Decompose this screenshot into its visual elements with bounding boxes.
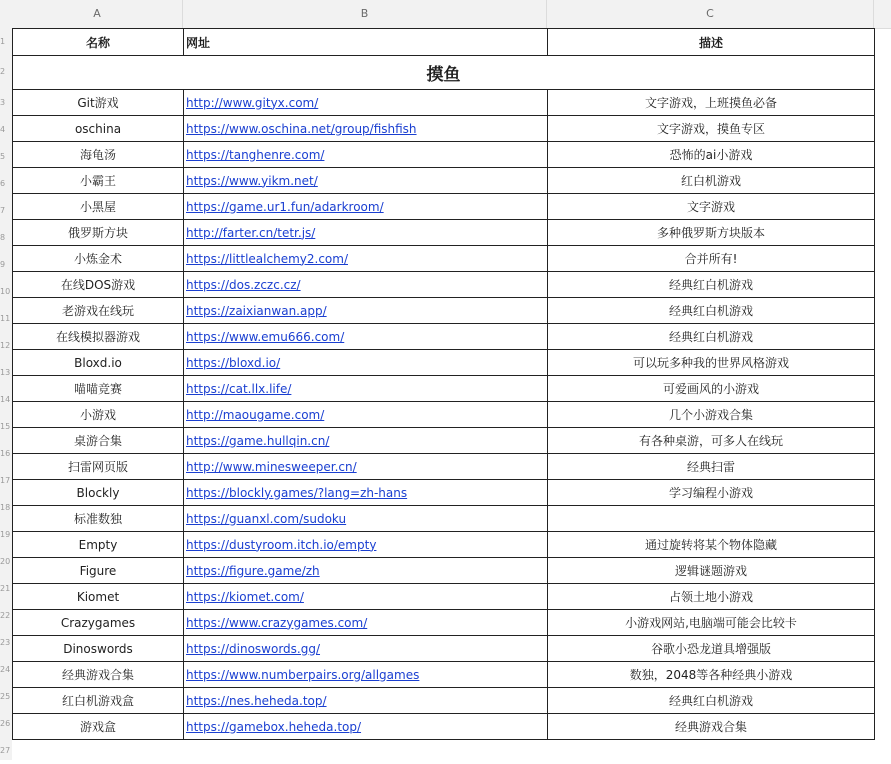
url-cell[interactable] <box>184 246 548 272</box>
url-cell[interactable] <box>184 532 548 558</box>
table-row <box>13 506 875 532</box>
row-number[interactable]: 23 <box>0 638 11 647</box>
row-number[interactable]: 15 <box>0 422 11 431</box>
table-row <box>13 116 875 142</box>
table-row <box>13 428 875 454</box>
header-row <box>13 29 875 56</box>
desc-cell[interactable]: 可爱画风的小游戏 <box>548 376 875 402</box>
url-link[interactable]: https://littlealchemy2.com/ <box>186 251 348 266</box>
url-link[interactable]: https://dos.zczc.cz/ <box>186 277 301 292</box>
url-cell[interactable] <box>184 220 548 246</box>
url-link[interactable]: https://dustyroom.itch.io/empty <box>186 537 377 552</box>
name-cell[interactable]: 桌游合集 <box>13 428 184 454</box>
name-cell[interactable]: 在线模拟器游戏 <box>13 324 184 350</box>
url-cell[interactable] <box>184 610 548 636</box>
name-cell[interactable]: 老游戏在线玩 <box>13 298 184 324</box>
table-row <box>13 480 875 506</box>
url-link[interactable]: http://farter.cn/tetr.js/ <box>186 225 316 240</box>
table-row <box>13 714 875 740</box>
url-link[interactable]: https://dinoswords.gg/ <box>186 641 321 656</box>
column-header-bar <box>0 0 891 29</box>
name-cell[interactable]: Figure <box>13 558 184 584</box>
url-cell[interactable] <box>184 428 548 454</box>
desc-cell[interactable]: 可以玩多种我的世界风格游戏 <box>548 350 875 376</box>
desc-cell[interactable]: 文字游戏，摸鱼专区 <box>548 116 875 142</box>
table-row <box>13 142 875 168</box>
url-cell[interactable] <box>184 142 548 168</box>
row-number[interactable]: 10 <box>0 287 11 296</box>
column-header-b[interactable]: B <box>183 0 547 28</box>
url-cell[interactable] <box>184 116 548 142</box>
row-number[interactable]: 24 <box>0 665 11 674</box>
desc-cell[interactable]: 恐怖的ai小游戏 <box>548 142 875 168</box>
url-link[interactable]: https://gamebox.heheda.top/ <box>186 719 362 734</box>
url-link[interactable]: https://nes.heheda.top/ <box>186 693 327 708</box>
desc-cell[interactable] <box>548 506 875 532</box>
name-cell[interactable]: 小霸王 <box>13 168 184 194</box>
url-link[interactable]: https://figure.game/zh <box>186 563 320 578</box>
url-link[interactable]: https://www.yikm.net/ <box>186 173 318 188</box>
url-link[interactable]: https://tanghenre.com/ <box>186 147 325 162</box>
row-number[interactable]: 27 <box>0 746 11 755</box>
url-cell[interactable] <box>184 480 548 506</box>
table-row <box>13 558 875 584</box>
row-number[interactable]: 9 <box>0 260 6 269</box>
name-cell[interactable]: 游戏盒 <box>13 714 184 740</box>
table-row <box>13 402 875 428</box>
name-cell[interactable]: oschina <box>13 116 184 142</box>
column-header-c[interactable]: C <box>547 0 874 28</box>
url-link[interactable]: https://game.hullqin.cn/ <box>186 433 330 448</box>
url-cell[interactable] <box>184 584 548 610</box>
header-cell-url[interactable]: 网址 <box>184 29 548 56</box>
name-cell[interactable]: 扫雷网页版 <box>13 454 184 480</box>
name-cell[interactable]: Bloxd.io <box>13 350 184 376</box>
header-cell-name[interactable]: 名称 <box>13 29 184 56</box>
url-link[interactable]: http://www.minesweeper.cn/ <box>186 459 357 474</box>
table-row <box>13 610 875 636</box>
row-number[interactable]: 2 <box>0 67 6 76</box>
name-cell[interactable]: Kiomet <box>13 584 184 610</box>
url-cell[interactable] <box>184 662 548 688</box>
row-number[interactable]: 19 <box>0 530 11 539</box>
row-number[interactable]: 21 <box>0 584 11 593</box>
table-row <box>13 662 875 688</box>
table-row <box>13 376 875 402</box>
table-row <box>13 454 875 480</box>
row-number[interactable]: 17 <box>0 476 11 485</box>
row-number[interactable]: 25 <box>0 692 11 701</box>
row-number[interactable]: 5 <box>0 152 6 161</box>
section-row <box>13 56 875 90</box>
desc-cell[interactable]: 有各种桌游，可多人在线玩 <box>548 428 875 454</box>
name-cell[interactable]: 小游戏 <box>13 402 184 428</box>
desc-cell[interactable]: 文字游戏 <box>548 194 875 220</box>
table-row <box>13 90 875 116</box>
desc-cell[interactable]: 经典游戏合集 <box>548 714 875 740</box>
desc-cell[interactable]: 文字游戏，上班摸鱼必备 <box>548 90 875 116</box>
row-number[interactable]: 16 <box>0 449 11 458</box>
url-cell[interactable] <box>184 454 548 480</box>
name-cell[interactable]: 经典游戏合集 <box>13 662 184 688</box>
row-number[interactable]: 7 <box>0 206 6 215</box>
name-cell[interactable]: 红白机游戏盒 <box>13 688 184 714</box>
table-row <box>13 636 875 662</box>
url-link[interactable]: https://cat.llx.life/ <box>186 381 292 396</box>
row-number[interactable]: 4 <box>0 125 6 134</box>
desc-cell[interactable]: 占领土地小游戏 <box>548 584 875 610</box>
url-cell[interactable] <box>184 298 548 324</box>
desc-cell[interactable]: 经典红白机游戏 <box>548 324 875 350</box>
name-cell[interactable]: Blockly <box>13 480 184 506</box>
row-number[interactable]: 20 <box>0 557 11 566</box>
url-cell[interactable] <box>184 324 548 350</box>
desc-cell[interactable]: 红白机游戏 <box>548 168 875 194</box>
url-link[interactable]: https://guanxl.com/sudoku <box>186 511 347 526</box>
row-number[interactable]: 3 <box>0 98 6 107</box>
name-cell[interactable]: Empty <box>13 532 184 558</box>
desc-cell[interactable]: 通过旋转将某个物体隐藏 <box>548 532 875 558</box>
row-number[interactable]: 14 <box>0 395 11 404</box>
row-number-gutter <box>0 28 12 760</box>
desc-cell[interactable]: 经典红白机游戏 <box>548 688 875 714</box>
url-link[interactable]: https://bloxd.io/ <box>186 355 281 370</box>
name-cell[interactable]: 在线DOS游戏 <box>13 272 184 298</box>
url-cell[interactable] <box>184 402 548 428</box>
row-number[interactable]: 18 <box>0 503 11 512</box>
sheet-grid <box>12 28 875 740</box>
section-title-cell[interactable]: 摸鱼 <box>13 56 875 90</box>
table-row <box>13 220 875 246</box>
table-row <box>13 584 875 610</box>
row-number[interactable]: 6 <box>0 179 6 188</box>
url-link[interactable]: https://www.oschina.net/group/fishfish <box>186 121 417 136</box>
name-cell[interactable]: Git游戏 <box>13 90 184 116</box>
desc-cell[interactable]: 学习编程小游戏 <box>548 480 875 506</box>
desc-cell[interactable]: 谷歌小恐龙道具增强版 <box>548 636 875 662</box>
name-cell[interactable]: Crazygames <box>13 610 184 636</box>
desc-cell[interactable]: 小游戏网站,电脑端可能会比较卡 <box>548 610 875 636</box>
url-cell[interactable] <box>184 506 548 532</box>
url-cell[interactable] <box>184 688 548 714</box>
desc-cell[interactable]: 数独，2048等各种经典小游戏 <box>548 662 875 688</box>
url-cell[interactable] <box>184 376 548 402</box>
row-number[interactable]: 22 <box>0 611 11 620</box>
name-cell[interactable]: 小黑屋 <box>13 194 184 220</box>
table-row <box>13 532 875 558</box>
url-link[interactable]: https://zaixianwan.app/ <box>186 303 327 318</box>
url-link[interactable]: http://www.gityx.com/ <box>186 95 319 110</box>
url-link[interactable]: https://www.numberpairs.org/allgames <box>186 667 420 682</box>
row-number[interactable]: 11 <box>0 314 11 323</box>
desc-cell[interactable]: 经典红白机游戏 <box>548 272 875 298</box>
name-cell[interactable]: 俄罗斯方块 <box>13 220 184 246</box>
url-cell[interactable] <box>184 636 548 662</box>
url-link[interactable]: https://game.ur1.fun/adarkroom/ <box>186 199 384 214</box>
header-cell-desc[interactable]: 描述 <box>548 29 875 56</box>
column-header-a[interactable]: A <box>12 0 183 28</box>
table-row <box>13 168 875 194</box>
name-cell[interactable]: 标准数独 <box>13 506 184 532</box>
url-cell[interactable] <box>184 714 548 740</box>
desc-cell[interactable]: 合并所有! <box>548 246 875 272</box>
row-number[interactable]: 8 <box>0 233 6 242</box>
url-link[interactable]: https://blockly.games/?lang=zh-hans <box>186 485 408 500</box>
table-row <box>13 246 875 272</box>
url-link[interactable]: https://www.emu666.com/ <box>186 329 345 344</box>
url-cell[interactable] <box>184 194 548 220</box>
table-row <box>13 298 875 324</box>
url-link[interactable]: https://www.crazygames.com/ <box>186 615 368 630</box>
desc-cell[interactable]: 多种俄罗斯方块版本 <box>548 220 875 246</box>
url-cell[interactable] <box>184 168 548 194</box>
name-cell[interactable]: 喵喵竞赛 <box>13 376 184 402</box>
table-row <box>13 324 875 350</box>
url-link[interactable]: https://kiomet.com/ <box>186 589 304 604</box>
table-row <box>13 194 875 220</box>
desc-cell[interactable]: 逻辑谜题游戏 <box>548 558 875 584</box>
name-cell[interactable]: Dinoswords <box>13 636 184 662</box>
table-row <box>13 688 875 714</box>
url-cell[interactable] <box>184 558 548 584</box>
name-cell[interactable]: 海龟汤 <box>13 142 184 168</box>
row-number[interactable]: 13 <box>0 368 11 377</box>
row-number[interactable]: 26 <box>0 719 11 728</box>
table-row <box>13 272 875 298</box>
row-number[interactable]: 12 <box>0 341 11 350</box>
desc-cell[interactable]: 经典扫雷 <box>548 454 875 480</box>
url-link[interactable]: http://maougame.com/ <box>186 407 325 422</box>
row-number[interactable]: 1 <box>0 37 6 46</box>
url-cell[interactable] <box>184 350 548 376</box>
name-cell[interactable]: 小炼金术 <box>13 246 184 272</box>
table-row <box>13 350 875 376</box>
desc-cell[interactable]: 经典红白机游戏 <box>548 298 875 324</box>
desc-cell[interactable]: 几个小游戏合集 <box>548 402 875 428</box>
url-cell[interactable] <box>184 272 548 298</box>
url-cell[interactable] <box>184 90 548 116</box>
